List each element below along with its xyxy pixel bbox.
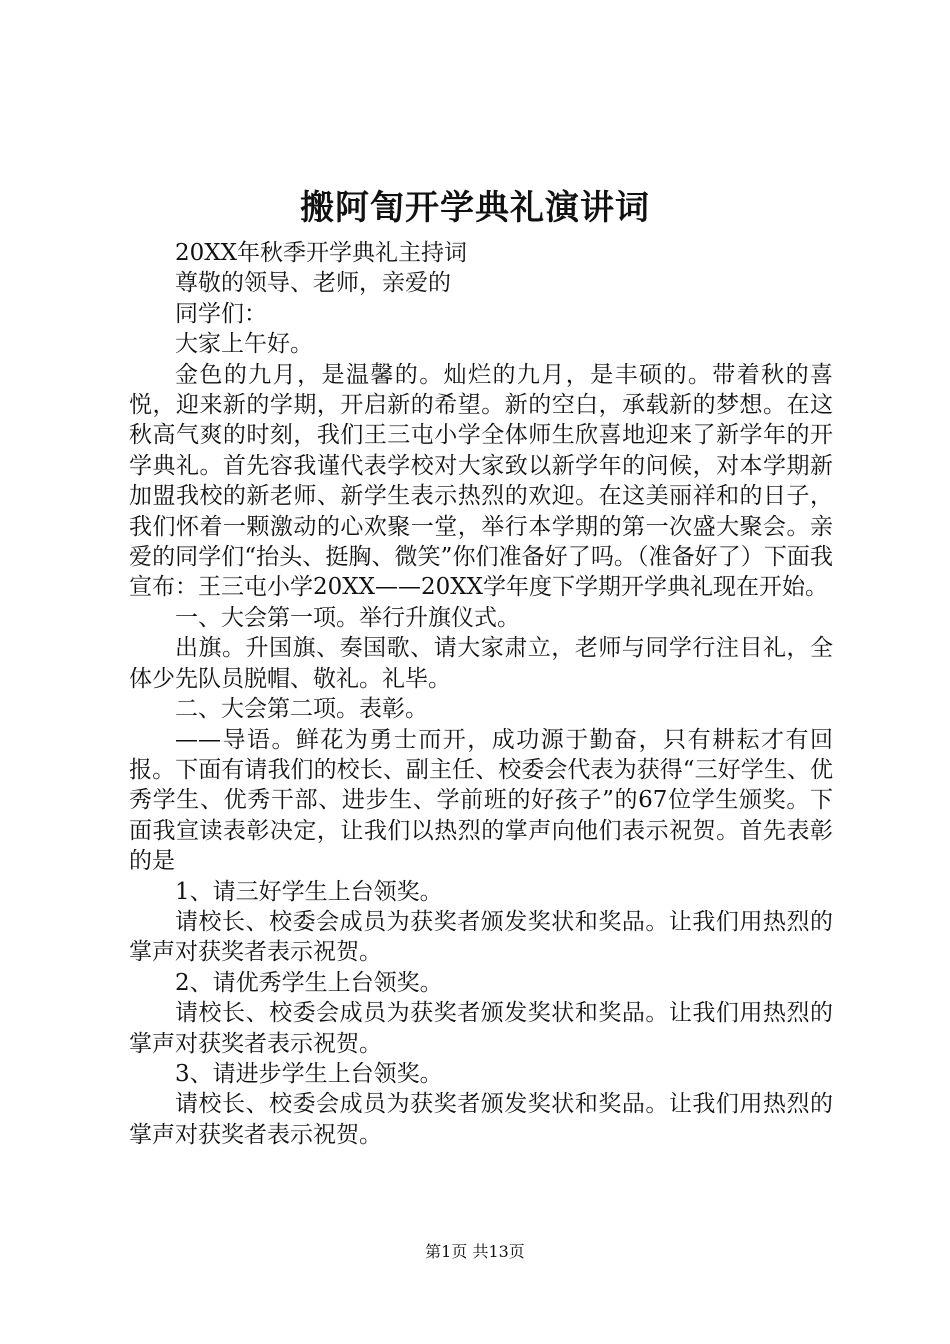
paragraph-8: 二、大会第二项。表彰。 [175,696,428,723]
paragraph-15: 请校长、校委会成员为获奖者颁发奖状和奖品。让我们用热烈的掌声对获奖者表示祝贺。 [129,1091,833,1148]
paragraph-6: 一、大会第一项。举行升旗仪式。 [175,604,520,631]
paragraph-2: 尊敬的领导、老师，亲爱的 [175,270,451,297]
paragraph-3: 同学们： [175,300,267,327]
paragraph-1: 20XX年秋季开学典礼主持词 [175,240,468,266]
paragraph-5: 金色的九月，是温馨的。灿烂的九月，是丰硕的。带着秋的喜悦，迎来新的学期，开启新的希望。新的空白，承载新的梦想。在这秋高气爽的时刻，我们王三屯小学全体师生欣喜地迎来了新学年的开学典礼。首先容我谨代表学校对大家致以新学年的问候，对本学期新加盟我校的新老师、新学生表示热烈的欢迎。在这美丽祥和的日子，我们怀着一颗激动的心欢聚一堂，举行本学期的第一次盛大聚会。亲爱的同学们“抬头、挺胸、微笑”你们准备好了吗。（准备好了）下面我宣布：王三屯小学20XX——20XX学年度下学期开学典礼现在开始。 [129,361,833,601]
document-body [129,238,833,1150]
page-footer: 第1页 共13页 [425,1242,525,1261]
paragraph-11: 请校长、校委会成员为获奖者颁发奖状和奖品。让我们用热烈的掌声对获奖者表示祝贺。 [129,908,833,966]
paragraph-4: 大家上午好。 [175,331,313,358]
paragraph-13: 请校长、校委会成员为获奖者颁发奖状和奖品。让我们用热烈的掌声对获奖者表示祝贺。 [129,1000,833,1057]
paragraph-9: ——导语。鲜花为勇士而开，成功源于勤奋，只有耕耘才有回报。下面有请我们的校长、副主任、校委会代表为获得“三好学生、优秀学生、优秀干部、进步生、学前班的好孩子”的67位学生颁奖。下面我宣读表彰决定，让我们以热烈的掌声向他们表示祝贺。首先表彰的是 [129,726,833,875]
paragraph-7: 出旗。升国旗、奏国歌、请大家肃立，老师与同学行注目礼，全体少先队员脱帽、敬礼。礼毕。 [129,635,833,692]
paragraph-10: 1、请三好学生上台领奖。 [175,878,443,905]
paragraph-12: 2、请优秀学生上台领奖。 [175,969,443,996]
paragraph-14: 3、请进步学生上台领奖。 [175,1060,443,1087]
document-title: 搬阿訇开学典礼演讲词 [300,188,650,228]
